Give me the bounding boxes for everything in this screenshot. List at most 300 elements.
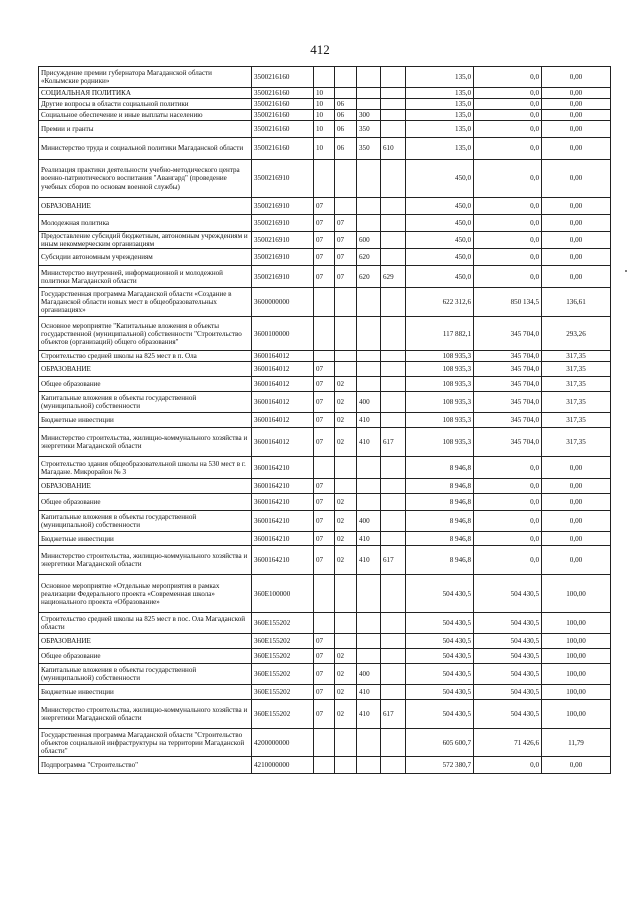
cell-admin-code [381, 362, 406, 377]
cell-plan: 108 935,3 [406, 392, 474, 413]
cell-expense-type [357, 288, 381, 317]
cell-plan: 622 312,6 [406, 288, 474, 317]
cell-target-article: 3500216910 [252, 198, 314, 215]
table-row [39, 160, 611, 198]
cell-subsection [335, 613, 357, 634]
cell-target-article: 360E100000 [252, 575, 314, 613]
cell-percent: 11,79 [542, 729, 611, 757]
cell-section [314, 317, 335, 351]
cell-percent: 0,00 [542, 121, 611, 138]
cell-plan: 108 935,3 [406, 428, 474, 457]
cell-name: Общее образование [39, 494, 252, 511]
cell-plan: 135,0 [406, 110, 474, 121]
cell-expense-type [357, 88, 381, 99]
cell-subsection [335, 479, 357, 494]
cell-actual: 504 430,5 [474, 700, 542, 729]
cell-expense-type: 300 [357, 110, 381, 121]
cell-percent: 0,00 [542, 88, 611, 99]
cell-admin-code [381, 494, 406, 511]
cell-percent: 0,00 [542, 67, 611, 88]
cell-expense-type [357, 198, 381, 215]
cell-admin-code [381, 392, 406, 413]
cell-name: Предоставление субсидий бюджетным, автономным учреждениям и иным некоммерческим организациям [39, 232, 252, 249]
cell-percent: 0,00 [542, 198, 611, 215]
cell-expense-type [357, 729, 381, 757]
cell-subsection: 02 [335, 392, 357, 413]
cell-target-article: 3500216910 [252, 215, 314, 232]
cell-subsection: 02 [335, 649, 357, 664]
cell-target-article: 360E155202 [252, 613, 314, 634]
cell-name: Министерство строительства, жилищно-коммунального хозяйства и энергетики Магаданской области [39, 700, 252, 729]
cell-plan: 8 946,8 [406, 457, 474, 479]
cell-section: 10 [314, 121, 335, 138]
cell-percent: 0,00 [542, 532, 611, 546]
table-row [39, 457, 611, 479]
cell-target-article: 3500216910 [252, 232, 314, 249]
cell-actual: 345 704,0 [474, 392, 542, 413]
cell-actual: 345 704,0 [474, 428, 542, 457]
cell-subsection: 02 [335, 685, 357, 700]
cell-admin-code [381, 121, 406, 138]
cell-section: 07 [314, 511, 335, 532]
cell-percent: 293,26 [542, 317, 611, 351]
cell-name: Общее образование [39, 377, 252, 392]
cell-actual: 0,0 [474, 99, 542, 110]
cell-name: Строительство здания общеобразовательной школы на 530 мест в г. Магадане. Микрорайон № 3 [39, 457, 252, 479]
cell-expense-type [357, 160, 381, 198]
cell-actual: 0,0 [474, 160, 542, 198]
cell-section: 07 [314, 362, 335, 377]
cell-target-article: 3600164210 [252, 494, 314, 511]
cell-name: ОБРАЗОВАНИЕ [39, 198, 252, 215]
table-row [39, 138, 611, 160]
cell-subsection [335, 198, 357, 215]
cell-name: Капитальные вложения в объекты государственной (муниципальной) собственности [39, 664, 252, 685]
cell-actual: 345 704,0 [474, 317, 542, 351]
cell-expense-type [357, 215, 381, 232]
cell-target-article: 3500216160 [252, 138, 314, 160]
cell-expense-type: 620 [357, 266, 381, 288]
cell-subsection [335, 160, 357, 198]
cell-plan: 504 430,5 [406, 613, 474, 634]
cell-percent: 0,00 [542, 232, 611, 249]
cell-actual: 504 430,5 [474, 649, 542, 664]
cell-admin-code [381, 664, 406, 685]
cell-expense-type [357, 351, 381, 362]
cell-admin-code: 610 [381, 138, 406, 160]
cell-target-article: 3600164012 [252, 377, 314, 392]
cell-name: Бюджетные инвестиции [39, 532, 252, 546]
cell-section: 07 [314, 198, 335, 215]
cell-actual: 504 430,5 [474, 634, 542, 649]
cell-percent: 0,00 [542, 757, 611, 774]
cell-target-article: 4200000000 [252, 729, 314, 757]
cell-subsection: 06 [335, 121, 357, 138]
cell-actual: 0,0 [474, 121, 542, 138]
cell-admin-code [381, 613, 406, 634]
cell-name: Реализация практики деятельности учебно-методического центра военно-патриотического воспитания "Авангард" (проведение учебных сборов по основам военной службы) [39, 160, 252, 198]
cell-admin-code [381, 99, 406, 110]
cell-section: 07 [314, 700, 335, 729]
cell-section: 07 [314, 413, 335, 428]
cell-percent: 0,00 [542, 110, 611, 121]
table-body [39, 67, 611, 774]
cell-section: 07 [314, 546, 335, 575]
cell-admin-code: 617 [381, 428, 406, 457]
table-row [39, 664, 611, 685]
cell-subsection: 06 [335, 138, 357, 160]
cell-subsection [335, 88, 357, 99]
cell-expense-type [357, 362, 381, 377]
cell-plan: 450,0 [406, 198, 474, 215]
cell-admin-code [381, 88, 406, 99]
cell-percent: 0,00 [542, 479, 611, 494]
cell-actual: 0,0 [474, 532, 542, 546]
cell-section [314, 67, 335, 88]
cell-target-article: 4210000000 [252, 757, 314, 774]
cell-subsection: 02 [335, 377, 357, 392]
cell-admin-code [381, 110, 406, 121]
cell-section [314, 160, 335, 198]
cell-admin-code: 617 [381, 546, 406, 575]
cell-name: ОБРАЗОВАНИЕ [39, 634, 252, 649]
cell-subsection: 02 [335, 546, 357, 575]
cell-subsection: 02 [335, 413, 357, 428]
table-row [39, 729, 611, 757]
cell-percent: 100,00 [542, 649, 611, 664]
table-row [39, 700, 611, 729]
cell-plan: 450,0 [406, 160, 474, 198]
cell-admin-code [381, 160, 406, 198]
cell-name: Государственная программа Магаданской области «Создание в Магаданской области новых мест в общеобразовательных организациях» [39, 288, 252, 317]
table-row [39, 215, 611, 232]
cell-expense-type: 400 [357, 511, 381, 532]
cell-actual: 345 704,0 [474, 377, 542, 392]
cell-actual: 504 430,5 [474, 575, 542, 613]
cell-plan: 504 430,5 [406, 700, 474, 729]
cell-plan: 8 946,8 [406, 532, 474, 546]
cell-actual: 0,0 [474, 198, 542, 215]
cell-expense-type: 350 [357, 138, 381, 160]
cell-subsection: 07 [335, 232, 357, 249]
cell-expense-type [357, 575, 381, 613]
cell-percent: 0,00 [542, 249, 611, 266]
table-row [39, 317, 611, 351]
cell-actual: 0,0 [474, 457, 542, 479]
table-row [39, 288, 611, 317]
cell-subsection: 02 [335, 700, 357, 729]
cell-section: 07 [314, 685, 335, 700]
cell-admin-code [381, 511, 406, 532]
cell-subsection [335, 362, 357, 377]
cell-percent: 100,00 [542, 685, 611, 700]
cell-subsection: 02 [335, 664, 357, 685]
cell-plan: 450,0 [406, 215, 474, 232]
cell-target-article: 360E155202 [252, 685, 314, 700]
table-row [39, 634, 611, 649]
cell-percent: 317,35 [542, 392, 611, 413]
cell-name: Премии и гранты [39, 121, 252, 138]
cell-subsection: 02 [335, 532, 357, 546]
cell-target-article: 3500216160 [252, 110, 314, 121]
cell-actual: 504 430,5 [474, 613, 542, 634]
cell-expense-type: 350 [357, 121, 381, 138]
cell-percent: 136,61 [542, 288, 611, 317]
cell-expense-type: 410 [357, 546, 381, 575]
cell-name: Министерство труда и социальной политики Магаданской области [39, 138, 252, 160]
cell-target-article: 3600164012 [252, 351, 314, 362]
table-row [39, 613, 611, 634]
cell-percent: 0,00 [542, 494, 611, 511]
cell-actual: 0,0 [474, 67, 542, 88]
cell-percent: 100,00 [542, 634, 611, 649]
cell-name: Бюджетные инвестиции [39, 685, 252, 700]
cell-name: Государственная программа Магаданской области "Строительство объектов социальной инфраструктуры на территории Магаданской области" [39, 729, 252, 757]
cell-admin-code [381, 575, 406, 613]
cell-section: 07 [314, 232, 335, 249]
cell-target-article: 3600164210 [252, 511, 314, 532]
cell-section: 10 [314, 138, 335, 160]
cell-plan: 108 935,3 [406, 377, 474, 392]
cell-name: Молодежная политика [39, 215, 252, 232]
cell-name: Основное мероприятие «Отдельные мероприятия в рамках реализации Федерального проекта «Современная школа» национального проекта «Образование» [39, 575, 252, 613]
cell-section [314, 575, 335, 613]
cell-expense-type: 410 [357, 428, 381, 457]
table-row [39, 575, 611, 613]
cell-section: 07 [314, 392, 335, 413]
cell-actual: 850 134,5 [474, 288, 542, 317]
cell-admin-code [381, 198, 406, 215]
budget-table [38, 66, 611, 774]
scan-mark [625, 270, 627, 272]
cell-expense-type: 400 [357, 392, 381, 413]
cell-target-article: 360E155202 [252, 634, 314, 649]
cell-plan: 504 430,5 [406, 649, 474, 664]
cell-admin-code: 617 [381, 700, 406, 729]
cell-plan: 504 430,5 [406, 685, 474, 700]
cell-name: Строительство средней школы на 825 мест в п. Ола [39, 351, 252, 362]
cell-subsection: 02 [335, 428, 357, 457]
cell-name: Капитальные вложения в объекты государственной (муниципальной) собственности [39, 511, 252, 532]
cell-plan: 504 430,5 [406, 634, 474, 649]
cell-section: 07 [314, 634, 335, 649]
table-row [39, 428, 611, 457]
cell-target-article: 3600164210 [252, 457, 314, 479]
cell-name: Другие вопросы в области социальной политики [39, 99, 252, 110]
table-row [39, 232, 611, 249]
cell-percent: 100,00 [542, 613, 611, 634]
table-row [39, 99, 611, 110]
cell-actual: 0,0 [474, 494, 542, 511]
cell-expense-type: 620 [357, 249, 381, 266]
cell-percent: 317,35 [542, 362, 611, 377]
cell-target-article: 3600164012 [252, 413, 314, 428]
cell-admin-code [381, 532, 406, 546]
cell-expense-type [357, 494, 381, 511]
cell-section: 07 [314, 664, 335, 685]
cell-actual: 0,0 [474, 138, 542, 160]
table-row [39, 392, 611, 413]
cell-target-article: 360E155202 [252, 664, 314, 685]
cell-admin-code [381, 757, 406, 774]
cell-percent: 0,00 [542, 511, 611, 532]
cell-admin-code: 629 [381, 266, 406, 288]
cell-actual: 0,0 [474, 266, 542, 288]
table-row [39, 198, 611, 215]
cell-plan: 8 946,8 [406, 494, 474, 511]
cell-target-article: 3600100000 [252, 317, 314, 351]
cell-subsection: 02 [335, 494, 357, 511]
cell-plan: 605 600,7 [406, 729, 474, 757]
cell-percent: 0,00 [542, 99, 611, 110]
cell-subsection [335, 67, 357, 88]
cell-admin-code [381, 729, 406, 757]
cell-target-article: 3600164210 [252, 479, 314, 494]
cell-section: 07 [314, 494, 335, 511]
cell-section: 07 [314, 266, 335, 288]
cell-plan: 450,0 [406, 266, 474, 288]
cell-name: Социальное обеспечение и иные выплаты населению [39, 110, 252, 121]
table-row [39, 479, 611, 494]
cell-actual: 0,0 [474, 232, 542, 249]
cell-name: Подпрограмма "Строительство" [39, 757, 252, 774]
cell-expense-type [357, 634, 381, 649]
cell-subsection [335, 317, 357, 351]
cell-percent: 317,35 [542, 428, 611, 457]
cell-target-article: 3600000000 [252, 288, 314, 317]
cell-section [314, 288, 335, 317]
cell-plan: 108 935,3 [406, 362, 474, 377]
cell-target-article: 3500216910 [252, 160, 314, 198]
cell-actual: 0,0 [474, 88, 542, 99]
cell-expense-type: 410 [357, 532, 381, 546]
cell-name: Министерство внутренней, информационной и молодежной политики Магаданской области [39, 266, 252, 288]
cell-name: Строительство средней школы на 825 мест в пос. Ола Магаданской области [39, 613, 252, 634]
cell-subsection: 06 [335, 110, 357, 121]
cell-plan: 108 935,3 [406, 351, 474, 362]
table-row [39, 88, 611, 99]
cell-expense-type [357, 317, 381, 351]
cell-percent: 317,35 [542, 377, 611, 392]
cell-admin-code [381, 413, 406, 428]
cell-admin-code [381, 457, 406, 479]
cell-name: Субсидии автономным учреждениям [39, 249, 252, 266]
cell-subsection [335, 634, 357, 649]
cell-actual: 504 430,5 [474, 685, 542, 700]
cell-target-article: 3500216160 [252, 99, 314, 110]
cell-subsection [335, 351, 357, 362]
cell-name: Бюджетные инвестиции [39, 413, 252, 428]
cell-plan: 135,0 [406, 88, 474, 99]
cell-actual: 71 426,6 [474, 729, 542, 757]
cell-section [314, 457, 335, 479]
cell-subsection [335, 729, 357, 757]
cell-subsection [335, 575, 357, 613]
cell-plan: 8 946,8 [406, 479, 474, 494]
cell-target-article: 3500216160 [252, 88, 314, 99]
table-row [39, 249, 611, 266]
table-row [39, 110, 611, 121]
cell-admin-code [381, 67, 406, 88]
cell-plan: 117 882,1 [406, 317, 474, 351]
cell-section: 07 [314, 249, 335, 266]
cell-percent: 0,00 [542, 457, 611, 479]
table-row [39, 649, 611, 664]
cell-section [314, 757, 335, 774]
cell-section [314, 729, 335, 757]
cell-name: ОБРАЗОВАНИЕ [39, 362, 252, 377]
cell-plan: 8 946,8 [406, 546, 474, 575]
cell-plan: 135,0 [406, 99, 474, 110]
cell-target-article: 3600164012 [252, 428, 314, 457]
cell-target-article: 3600164210 [252, 546, 314, 575]
table-row [39, 351, 611, 362]
cell-plan: 135,0 [406, 138, 474, 160]
cell-admin-code [381, 215, 406, 232]
cell-actual: 0,0 [474, 249, 542, 266]
cell-actual: 345 704,0 [474, 351, 542, 362]
cell-subsection: 06 [335, 99, 357, 110]
cell-section: 07 [314, 377, 335, 392]
table-row [39, 362, 611, 377]
cell-subsection: 02 [335, 511, 357, 532]
cell-expense-type: 400 [357, 664, 381, 685]
page-number: 412 [310, 42, 330, 57]
table-row [39, 413, 611, 428]
cell-name: Министерство строительства, жилищно-коммунального хозяйства и энергетики Магаданской области [39, 428, 252, 457]
cell-section: 07 [314, 532, 335, 546]
cell-expense-type [357, 757, 381, 774]
cell-subsection [335, 457, 357, 479]
cell-plan: 504 430,5 [406, 575, 474, 613]
cell-name: Министерство строительства, жилищно-коммунального хозяйства и энергетики Магаданской области [39, 546, 252, 575]
cell-section: 10 [314, 99, 335, 110]
cell-section [314, 351, 335, 362]
cell-actual: 0,0 [474, 479, 542, 494]
cell-expense-type [357, 457, 381, 479]
cell-admin-code [381, 685, 406, 700]
cell-name: Общее образование [39, 649, 252, 664]
table-row [39, 546, 611, 575]
cell-target-article: 360E155202 [252, 649, 314, 664]
cell-target-article: 3500216910 [252, 266, 314, 288]
cell-expense-type [357, 479, 381, 494]
cell-expense-type: 410 [357, 700, 381, 729]
cell-admin-code [381, 317, 406, 351]
cell-section: 07 [314, 428, 335, 457]
cell-plan: 450,0 [406, 249, 474, 266]
table-row [39, 67, 611, 88]
table-row [39, 494, 611, 511]
cell-target-article: 3600164012 [252, 362, 314, 377]
cell-percent: 0,00 [542, 160, 611, 198]
table-row [39, 757, 611, 774]
cell-plan: 8 946,8 [406, 511, 474, 532]
cell-section: 10 [314, 88, 335, 99]
cell-name: Основное мероприятие "Капитальные вложения в объекты государственной (муниципальной) собственности "Строительство объектов (организаций) общего образования" [39, 317, 252, 351]
cell-subsection: 07 [335, 249, 357, 266]
cell-percent: 0,00 [542, 266, 611, 288]
cell-admin-code [381, 634, 406, 649]
cell-admin-code [381, 351, 406, 362]
cell-admin-code [381, 249, 406, 266]
cell-plan: 135,0 [406, 67, 474, 88]
cell-actual: 0,0 [474, 110, 542, 121]
cell-percent: 100,00 [542, 575, 611, 613]
cell-actual: 345 704,0 [474, 413, 542, 428]
cell-section [314, 613, 335, 634]
cell-expense-type: 600 [357, 232, 381, 249]
